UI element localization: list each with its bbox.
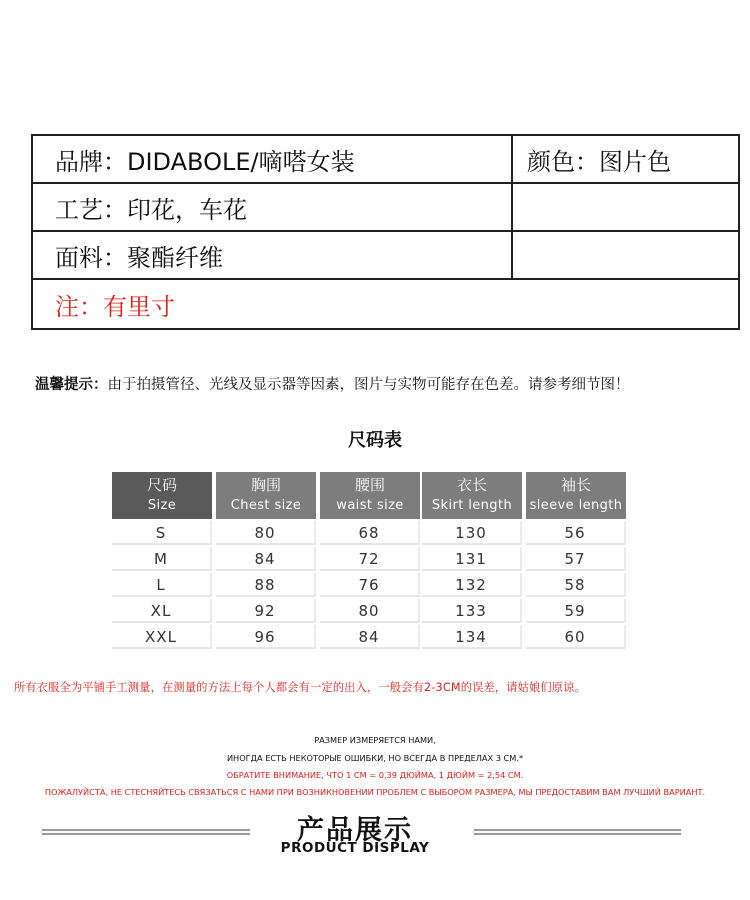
table-cell: 76 [320,573,420,597]
table-cell: 88 [216,573,316,597]
table-cell: 57 [526,547,626,571]
empty-cell [511,232,738,278]
table-cell: 132 [422,573,522,597]
table-cell: L [112,573,212,597]
russian-note-line: ОБРАТИТЕ ВНИМАНИЕ, ЧТО 1 СМ = 0,39 ДЮЙМА, 1 ДЮЙМ = 2,54 СМ. [226,770,524,780]
table-cell: 133 [422,599,522,623]
column-header [526,472,626,519]
lining-note: 注：有里寸 [55,292,175,321]
column-header [112,472,212,519]
russian-note-line: ПОЖАЛУЙСТА, НЕ СТЕСНЯЙТЕСЬ СВЯЗАТЬСЯ С НАМИ ПРИ ВОЗНИКНОВЕНИИ ПРОБЛЕМ С ВЫБОРОМ РАЗМЕРА, МЫ ПРЕДОСТАВИМ ВАМ ЛУЧШИЙ ВАРИАНТ. [44,787,706,797]
tip-text: 由于拍摄管径、光线及显示器等因素，图片与实物可能存在色差。请参考细节图！ [107,377,630,393]
sleeve-column [526,472,626,649]
measurement-error-note: 所有衣服全为平铺手工测量，在测量的方法上每个人都会有一定的出入，一般会有2-3CM的误差，请姑娘们原谅。 [14,681,586,694]
info-row-fabric [33,232,738,280]
header-en: Size [147,498,177,513]
header-en: Chest size [230,498,302,513]
info-row-craft [33,184,738,232]
length-column [422,472,522,649]
table-cell: 56 [526,521,626,545]
table-cell: 60 [526,625,626,649]
table-cell: XXL [112,625,212,649]
info-row-note [33,280,738,328]
table-cell: 58 [526,573,626,597]
table-cell: 80 [320,599,420,623]
product-info-table [31,134,740,330]
header-zh: 尺码 [146,476,177,494]
table-cell: 130 [422,521,522,545]
table-cell: 80 [216,521,316,545]
brand-label: 品牌：DIDABOLE/嘀嗒女装 [55,147,355,176]
header-zh: 袖长 [560,476,591,494]
column-header [320,472,420,519]
fabric-label: 面料：聚酯纤维 [55,243,223,272]
table-cell: 68 [320,521,420,545]
table-cell: 84 [320,625,420,649]
product-display-title: 产品展示 [297,815,413,846]
tip-label: 温馨提示： [35,377,108,393]
table-cell: 134 [422,625,522,649]
russian-note-line: РАЗМЕР ИЗМЕРЯЕТСЯ НАМИ, [314,735,436,745]
header-en: Skirt length [431,498,513,513]
header-zh: 胸围 [250,476,281,494]
header-zh: 衣长 [456,476,487,494]
header-zh: 腰围 [354,476,385,494]
product-display-subtitle: PRODUCT DISPLAY [280,840,430,856]
column-header [216,472,316,519]
table-cell: XL [112,599,212,623]
table-cell: 84 [216,547,316,571]
color-label: 颜色：图片色 [511,136,738,182]
empty-cell [511,184,738,230]
info-row-brand [33,136,738,184]
table-cell: S [112,521,212,545]
table-cell: M [112,547,212,571]
column-header [422,472,522,519]
table-cell: 59 [526,599,626,623]
table-cell: 92 [216,599,316,623]
craft-label: 工艺：印花，车花 [55,195,247,224]
waist-column [320,472,420,649]
table-cell: 131 [422,547,522,571]
table-cell: 96 [216,625,316,649]
size-column [112,472,212,649]
header-en: sleeve length [529,498,623,513]
chest-column [216,472,316,649]
russian-note-line: ИНОГДА ЕСТЬ НЕКОТОРЫЕ ОШИБКИ, НО ВСЕГДА В ПРЕДЕЛАХ 3 СМ.* [226,753,524,763]
header-en: waist size [336,498,404,513]
table-cell: 72 [320,547,420,571]
color-difference-tip [35,373,630,394]
size-chart-title: 尺码表 [348,430,402,451]
